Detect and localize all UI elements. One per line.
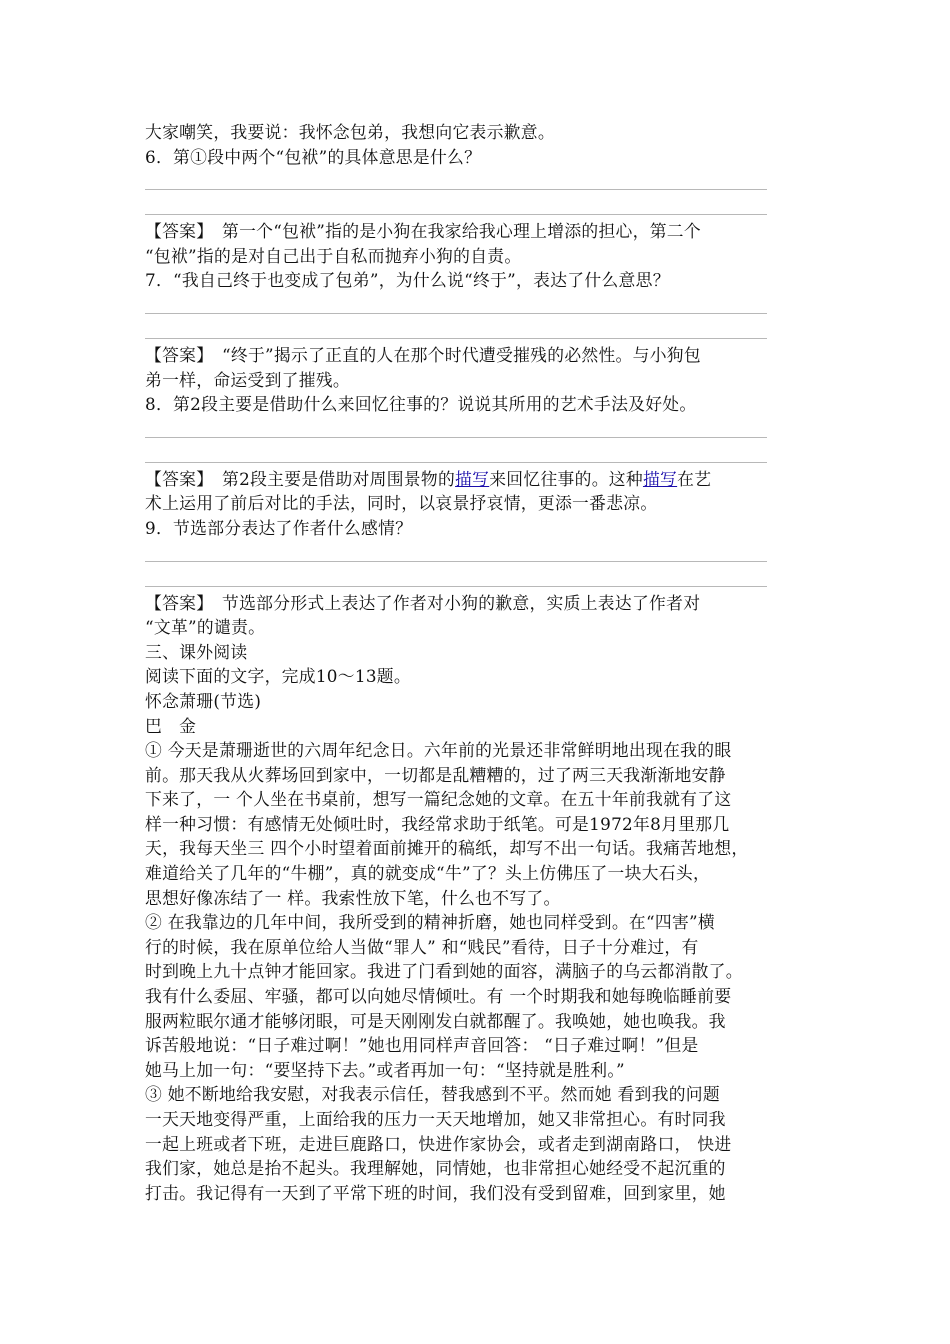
miaoxie-link[interactable]: 描写 <box>455 468 490 489</box>
text-line: 一起上班或者下班，走进巨鹿路口，快进作家协会，或者走到湖南路口， 快进 <box>145 1133 732 1154</box>
answer-blank-line <box>145 169 815 194</box>
text-segment: 在艺 <box>677 468 712 489</box>
document-body <box>145 120 815 1205</box>
text-line: 下来了，一 个人坐在书桌前，想写一篇纪念她的文章。在五十年前我就有了这 <box>145 789 732 810</box>
text-line: 【答案】 “终于”揭示了正直的人在那个时代遭受摧残的必然性。与小狗包 <box>145 344 701 365</box>
answer-blank-line <box>145 194 815 219</box>
miaoxie-link[interactable]: 描写 <box>642 468 678 489</box>
text-line: 三、课外阅读 <box>145 641 248 662</box>
text-line: 思想好像冻结了一 样。我索性放下笔，什么也不写了。 <box>145 887 561 908</box>
text-line: 时到晚上九十点钟才能回家。我进了门看到她的面容，满脑子的乌云都消散了。 <box>145 961 743 982</box>
text-segment: 来回忆往事的。这种 <box>489 468 643 489</box>
text-line: 弟一样，命运受到了摧残。 <box>145 369 350 390</box>
text-segment: 【答案】 第2段主要是借助对周围景物的 <box>145 468 456 489</box>
text-line: ② 在我靠边的几年中间，我所受到的精神折磨，她也同样受到。在“四害”横 <box>145 912 715 933</box>
text-line: 术上运用了前后对比的手法，同时，以哀景抒哀情，更添一番悲凉。 <box>145 493 658 514</box>
text-line: 行的时候，我在原单位给人当做“罪人” 和“贱民”看待，日子十分难过，有 <box>145 936 699 957</box>
text-line: 我有什么委屈、牢骚，都可以向她尽情倾吐。有 一个时期我和她每晚临睡前要 <box>145 986 732 1007</box>
text-line: 6．第①段中两个“包袱”的具体意思是什么？ <box>145 146 482 167</box>
text-line: 前。那天我从火葬场回到家中，一切都是乱糟糟的，过了两三天我渐渐地安静 <box>145 764 726 785</box>
text-line <box>145 467 815 492</box>
answer-blank-line <box>145 417 815 442</box>
text-line: 7．“我自己终于也变成了包弟”，为什么说“终于”，表达了什么意思？ <box>145 270 670 291</box>
text-line: 【答案】 节选部分形式上表达了作者对小狗的歉意，实质上表达了作者对 <box>145 592 701 613</box>
text-line: ③ 她不断地给我安慰，对我表示信任，替我感到不平。然而她 看到我的问题 <box>145 1084 720 1105</box>
text-line: “包袱”指的是对自己出于自私而抛弃小狗的自责。 <box>145 245 522 266</box>
text-line: 一天天地变得严重，上面给我的压力一天天地增加，她又非常担心。有时同我 <box>145 1109 726 1129</box>
text-line: 样一种习惯：有感情无处倾吐时，我经常求助于纸笔。可是1972年8月里那几 <box>145 813 730 834</box>
text-line: ① 今天是萧珊逝世的六周年纪念日。六年前的光景还非常鲜明地出现在我的眼 <box>145 740 732 761</box>
text-line: 【答案】 第一个“包袱”指的是小狗在我家给我心理上增添的担心，第二个 <box>145 221 701 242</box>
text-line: 巴 金 <box>145 715 197 736</box>
answer-blank-line <box>145 318 815 343</box>
text-line: 8．第2段主要是借助什么来回忆往事的？说说其所用的艺术手法及好处。 <box>145 394 697 415</box>
answer-blank-line <box>145 442 815 467</box>
text-line: 诉苦般地说：“日子难过啊！”她也用同样声音回答： “日子难过啊！”但是 <box>145 1035 699 1056</box>
answer-blank-line <box>145 566 815 591</box>
text-line: 打击。我记得有一天到了平常下班的时间，我们没有受到留难，回到家里，她 <box>145 1182 726 1203</box>
answer-blank-line <box>145 293 815 318</box>
text-line: “文革”的谴责。 <box>145 617 266 638</box>
text-line: 阅读下面的文字，完成10～13题。 <box>145 666 411 687</box>
text-line: 服两粒眠尔通才能够闭眼，可是天刚刚发白就都醒了。我唤她，她也唤我。我 <box>145 1010 726 1031</box>
text-line: 大家嘲笑，我要说：我怀念包弟，我想向它表示歉意。 <box>145 122 555 142</box>
text-line: 天，我每天坐三 四个小时望着面前摊开的稿纸，却写不出一句话。我痛苦地想， <box>145 838 749 859</box>
text-line: 我们家，她总是抬不起头。我理解她，同情她，也非常担心她经受不起沉重的 <box>145 1158 726 1179</box>
text-line: 怀念萧珊(节选) <box>145 690 262 711</box>
text-line: 她马上加一句：“要坚持下去。”或者再加一句：“坚持就是胜利。” <box>145 1059 625 1080</box>
text-line: 难道给关了几年的“牛棚”，真的就变成“牛”了？头上仿佛压了一块大石头， <box>145 863 711 884</box>
text-line: 9．节选部分表达了作者什么感情？ <box>145 517 413 538</box>
answer-blank-line <box>145 541 815 566</box>
